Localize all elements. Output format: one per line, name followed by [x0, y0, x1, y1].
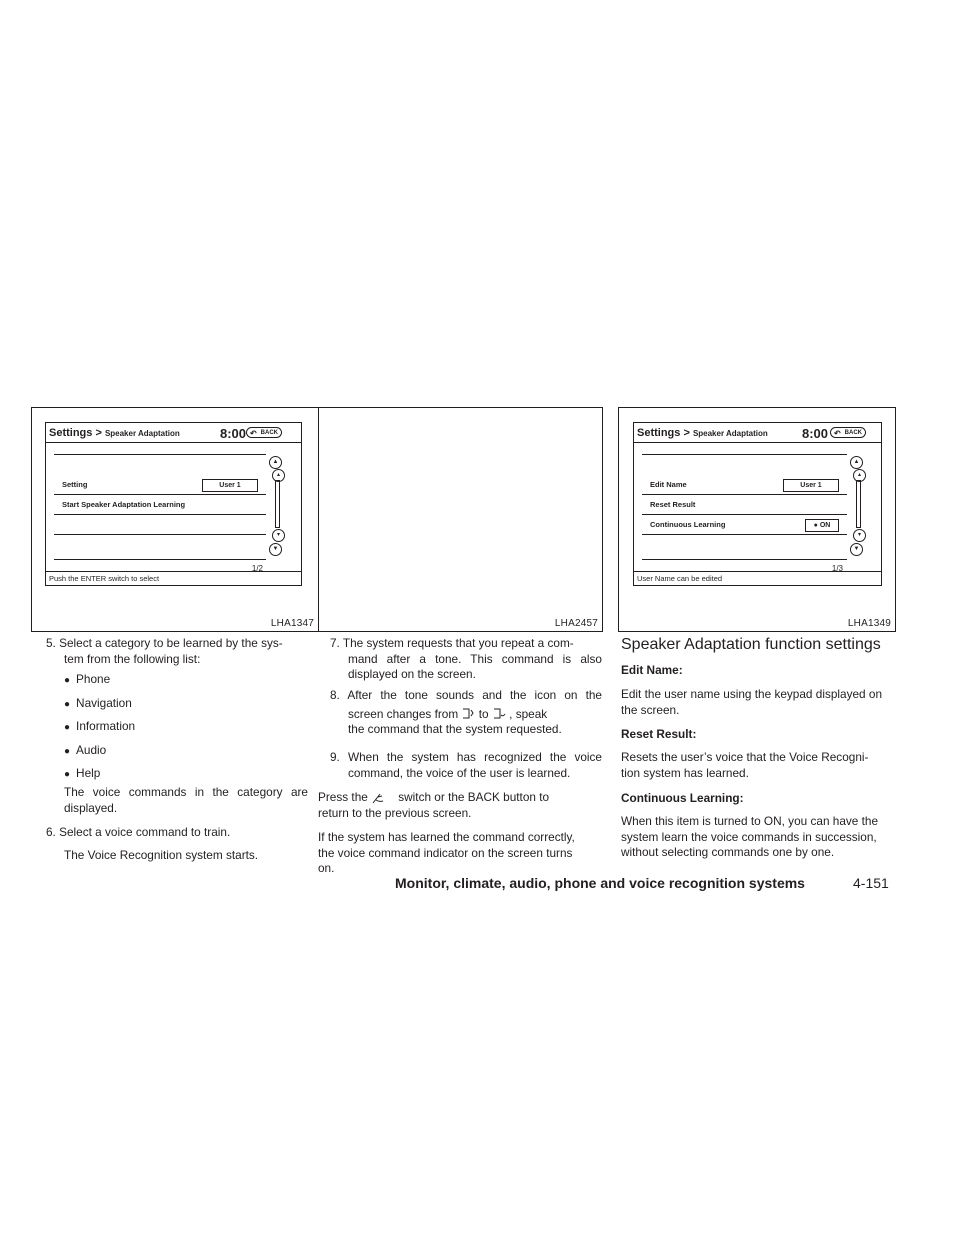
on-toggle[interactable]: ● ON: [805, 519, 839, 532]
list-item-empty: [54, 515, 266, 535]
category-note: The voice commands in the category are displayed.: [64, 785, 308, 815]
user-value-box: User 1: [783, 479, 839, 492]
settings-list: [642, 454, 847, 560]
reset-result-text: Resets the user’s voice that the Voice Recogni- tion system has learned.: [621, 750, 869, 780]
step-6: 6. Select a voice command to train.: [46, 825, 231, 839]
scroll-top-icon[interactable]: ▲: [269, 456, 282, 469]
settings-screen: [45, 422, 302, 586]
edit-name-heading: Edit Name:: [621, 663, 683, 677]
user-value-box: User 1: [202, 479, 258, 492]
learned-note: If the system has learned the command correctly, the voice command indicator on the screen turns on.: [318, 830, 575, 875]
talk-switch-icon: [371, 792, 385, 804]
scroll-bottom-icon[interactable]: ▼: [269, 543, 282, 556]
list-item-empty: [54, 535, 266, 555]
edit-name-text: Edit the user name using the keypad displayed on the screen.: [621, 687, 883, 717]
page-indicator: 1/3: [831, 564, 843, 573]
step-5: 5. Select a category to be learned by the sys- tem from the following list:: [46, 636, 283, 666]
figure-lha2457: [318, 407, 603, 632]
listening-icon: [461, 708, 475, 720]
figure-code: LHA1347: [270, 618, 314, 629]
scroll-top-icon[interactable]: ▲: [850, 456, 863, 469]
figure-lha1349: [618, 407, 896, 632]
list-item: ● Navigation: [64, 695, 132, 710]
continuous-learning-heading: Continuous Learning:: [621, 791, 744, 805]
screen-title: Settings > Speaker Adaptation: [49, 427, 180, 439]
scroll-up-icon[interactable]: ▴: [853, 469, 866, 482]
scroll-control[interactable]: [269, 456, 283, 554]
list-item-reset-result[interactable]: Reset Result: [642, 495, 847, 515]
list-item-setting[interactable]: Setting User 1: [54, 475, 266, 495]
section-title: Monitor, climate, audio, phone and voice recognition systems: [395, 875, 805, 891]
list-item-empty: [642, 535, 847, 555]
settings-screen: [633, 422, 882, 586]
clock: 8:00: [802, 426, 829, 441]
scroll-down-icon[interactable]: ▾: [853, 529, 866, 542]
page-indicator: 1/2: [251, 564, 263, 573]
scroll-bottom-icon[interactable]: ▼: [850, 543, 863, 556]
screen-footer: User Name can be edited: [634, 571, 881, 585]
scrollbar[interactable]: [275, 480, 280, 528]
speak-now-icon: [492, 708, 506, 720]
screen-footer: Push the ENTER switch to select: [46, 571, 301, 585]
figure-lha1347: [31, 407, 319, 632]
back-button[interactable]: ↶ BACK: [830, 427, 866, 438]
scroll-up-icon[interactable]: ▴: [272, 469, 285, 482]
list-item: ● Audio: [64, 742, 107, 757]
scroll-control[interactable]: [850, 456, 864, 554]
list-item: ● Information: [64, 719, 136, 733]
settings-list: [54, 454, 266, 560]
page-number: 4-151: [853, 875, 889, 891]
scrollbar[interactable]: [856, 480, 861, 528]
back-arrow-icon: ↶: [834, 429, 841, 438]
list-item-edit-name[interactable]: Edit Name User 1: [642, 475, 847, 495]
step-7: 7. The system requests that you repeat a com- mand after a tone. This command is also displayed on the screen.: [330, 636, 602, 681]
back-button[interactable]: ↶ BACK: [246, 427, 282, 438]
figure-code: LHA2457: [554, 618, 598, 629]
scroll-down-icon[interactable]: ▾: [272, 529, 285, 542]
figure-code: LHA1349: [847, 618, 891, 629]
list-item-continuous-learning[interactable]: Continuous Learning ● ON: [642, 515, 847, 535]
step-9: 9. When the system has recognized the voice command, the voice of the user is learned.: [330, 750, 602, 780]
list-item: ● Help: [64, 766, 101, 780]
press-instruction: Press the switch or the BACK button to return to the previous screen.: [318, 790, 550, 820]
section-heading: Speaker Adaptation function settings: [621, 636, 881, 653]
screen-title: Settings > Speaker Adaptation: [637, 427, 768, 439]
back-arrow-icon: ↶: [250, 429, 257, 438]
continuous-learning-text: When this item is turned to ON, you can have the system learn the voice commands in succession, without selecting commands one by one.: [621, 814, 879, 859]
bullet-list: [64, 672, 135, 783]
reset-result-heading: Reset Result:: [621, 727, 697, 741]
step-6-result: The Voice Recognition system starts.: [64, 848, 259, 862]
clock: 8:00: [220, 426, 247, 441]
list-item: ● Phone: [64, 672, 111, 686]
list-item-start-learning[interactable]: Start Speaker Adaptation Learning: [54, 495, 266, 515]
step-8: 8. After the tone sounds and the icon on the screen changes from to , speak the command that the system requested.: [330, 688, 602, 736]
